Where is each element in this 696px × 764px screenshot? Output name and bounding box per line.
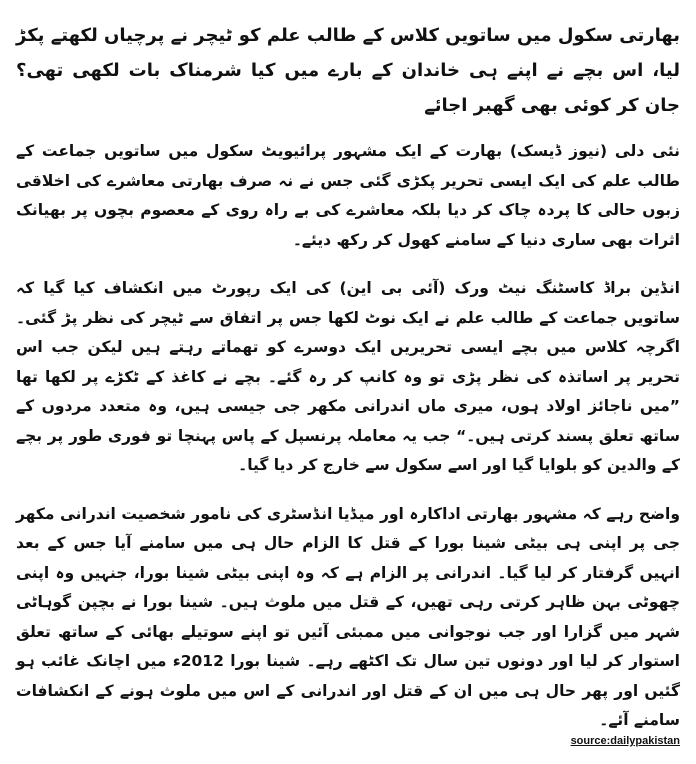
article-paragraph-3: واضح رہے کہ مشہور بھارتی اداکارہ اور میڈیا انڈسٹری کی نامور شخصیت اندرانی مکھر جی پر اپنی ہی بیٹی شینا بورا کے قتل کا الزام حال ہی میں سامنے آیا جس کے بعد انہیں گرفتار کر لیا گیا۔ اندرانی پر الزام ہے کہ وہ اپنی بیٹی شینا بورا، جنہیں وہ اپنی چھوٹی بہن ظاہر کرتی رہی تھیں، کے قتل میں ملوث ہیں۔ شینا بورا نے بچپن گوہاٹی شہر میں گزارا اور جب نوجوانی میں ممبئی آئیں تو اپنے سوتیلے بھائی کے ساتھ تعلق استوار کر لیا اور دونوں تین سال تک اکٹھے رہے۔ شینا بورا 2012ء میں اچانک غائب ہو گئیں اور پھر حال ہی میں ان کے قتل اور اندرانی کے اس میں ملوث ہونے کے انکشافات سامنے آئے۔	[16, 504, 680, 729]
article-paragraph-2: انڈین براڈ کاسٹنگ نیٹ ورک (آئی بی این) کی ایک رپورٹ میں انکشاف کیا گیا کہ ساتویں جماعت کے طالب علم نے ایک نوٹ لکھا جس پر اتفاق سے ٹیچر کی نظر پڑ گئی۔ اگرچہ کلاس میں بچے ایسی تحریریں ایک دوسرے کو تھماتے رہتے ہیں لیکن جب اس تحریر پر اساتذہ کی نظر پڑی تو وہ کانپ کر رہ گئے۔ بچے نے کاغذ کے ٹکڑے پر لکھا تھا ”میں ناجائز اولاد ہوں، میری ماں اندرانی مکھر جی جیسی ہیں، وہ متعدد مردوں کے ساتھ تعلق پسند کرتی ہیں۔“ جب یہ معاملہ پرنسپل کے پاس پہنچا تو فوری طور پر بچے کے والدین کو بلوایا گیا اور اسے سکول سے خارج کر دیا گیا۔	[16, 279, 680, 474]
article-paragraph-1: نئی دلی (نیوز ڈیسک) بھارت کے ایک مشہور پرائیویٹ سکول میں ساتویں جماعت کے طالب علم کی ایک ایسی تحریر پکڑی گئی جس نے نہ صرف بھارتی معاشرے کی اخلاقی زبوں حالی کا پردہ چاک کر دیا بلکہ معاشرے کی بے راہ روی کے معصوم بچوں پر بھیانک اثرات بھی ساری دنیا کے سامنے کھول کر رکھ دیئے۔	[16, 142, 680, 249]
source-credit: source:dailypakistan	[570, 735, 680, 747]
article-headline: بھارتی سکول میں ساتویں کلاس کے طالب علم کو ٹیچر نے پرچیاں لکھتے پکڑ لیا، اس بچے نے اپنے ہی خاندان کے بارے میں کیا شرمناک بات لکھی تھی؟ جان کر کوئی بھی گھبر اجائے	[16, 25, 680, 116]
